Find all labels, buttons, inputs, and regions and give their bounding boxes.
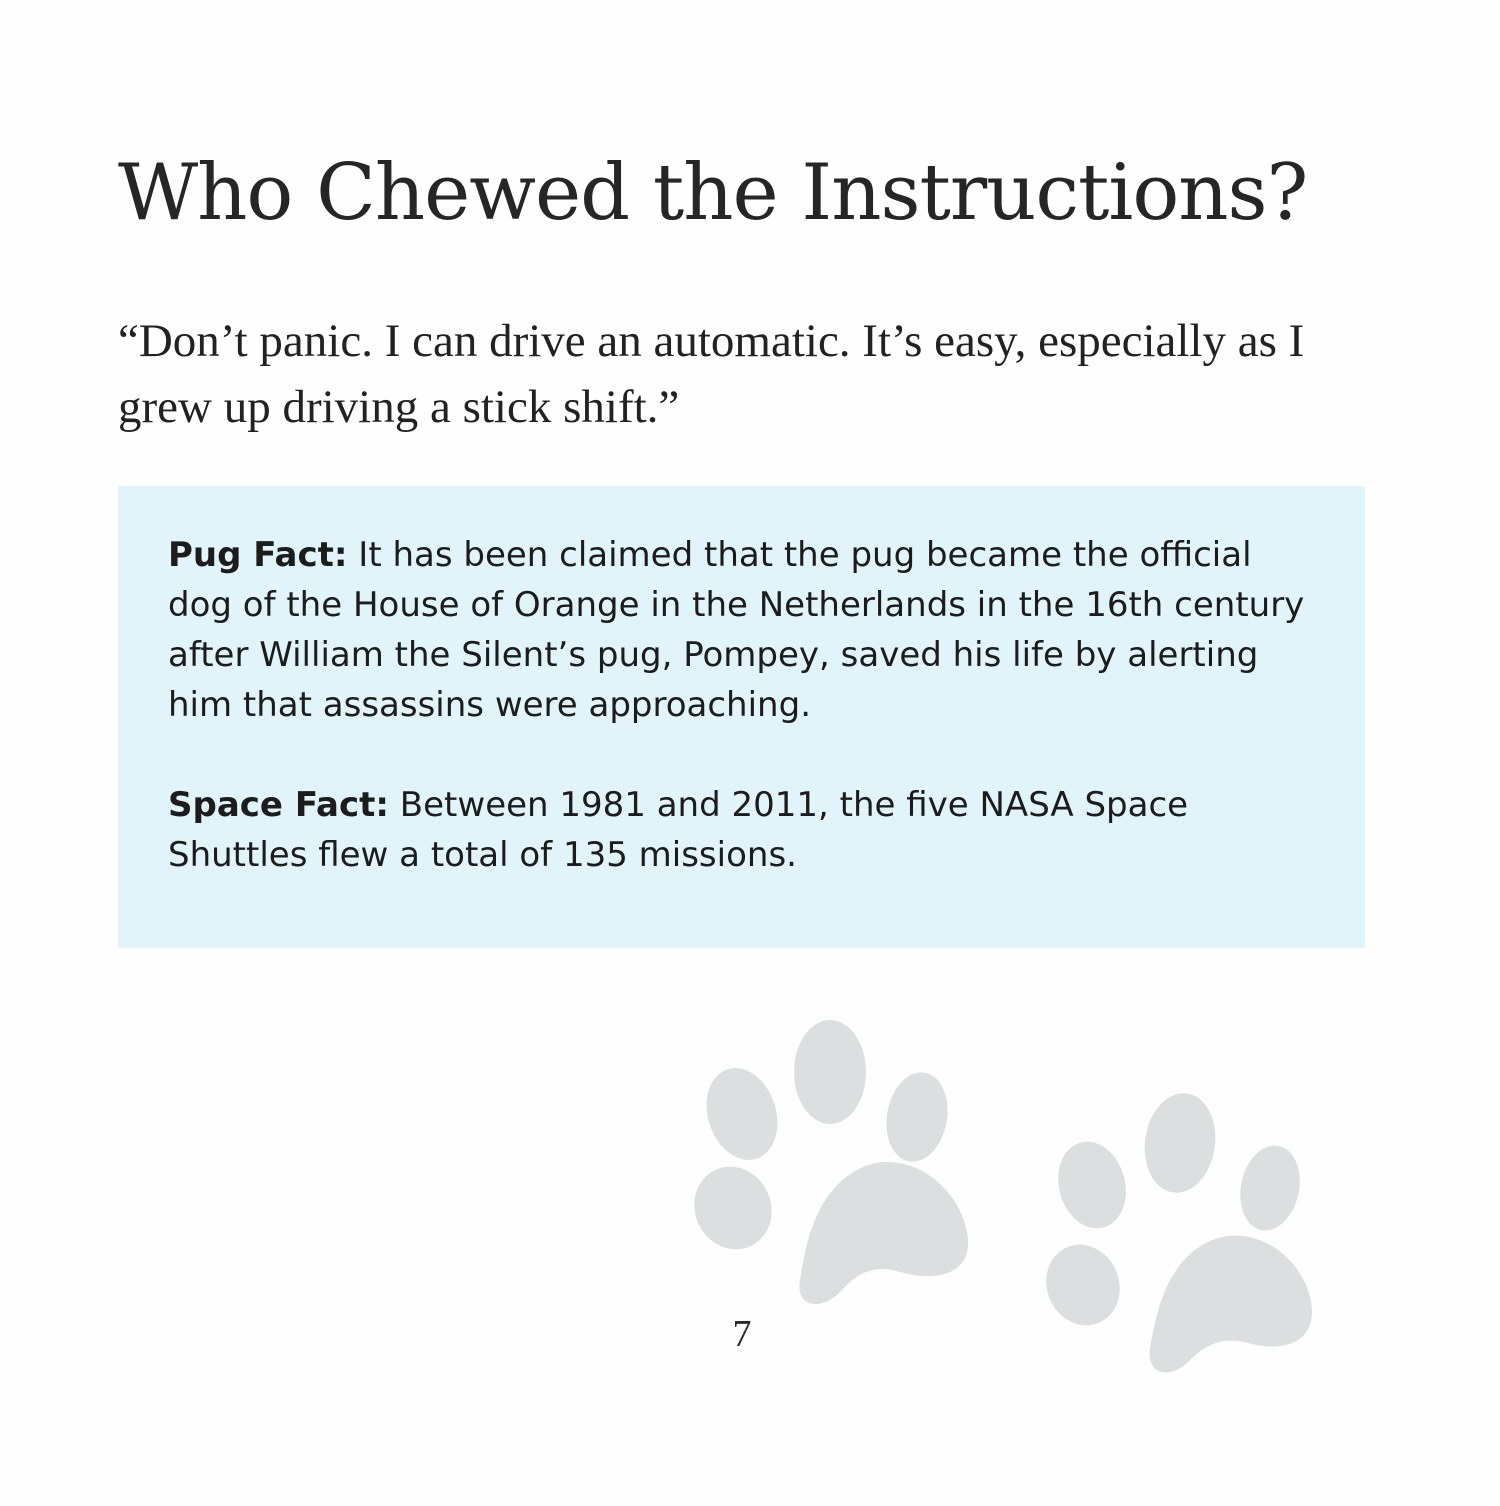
- space-fact-label: Space Fact:: [168, 785, 389, 825]
- chapter-title: Who Chewed the Instructions?: [118, 148, 1308, 238]
- opening-quote: “Don’t panic. I can drive an automatic. It’s easy, especially as I grew up driving a stick shift.”: [118, 315, 1305, 433]
- pug-fact-label: Pug Fact:: [168, 535, 348, 575]
- space-fact-text: Between 1981 and 2011, the five NASA Space Shuttles flew a total of 135 missions.: [168, 785, 1189, 875]
- page-number: 7: [732, 1313, 752, 1355]
- paw-print-icon: [681, 1020, 968, 1304]
- paw-print-icon: [1034, 1089, 1312, 1373]
- pug-fact-text: It has been claimed that the pug became the official dog of the House of Orange in the Netherlands in the 16th century after William the Silent’s pug, Pompey, saved his life by alerting him that assassins were approaching.: [168, 535, 1305, 725]
